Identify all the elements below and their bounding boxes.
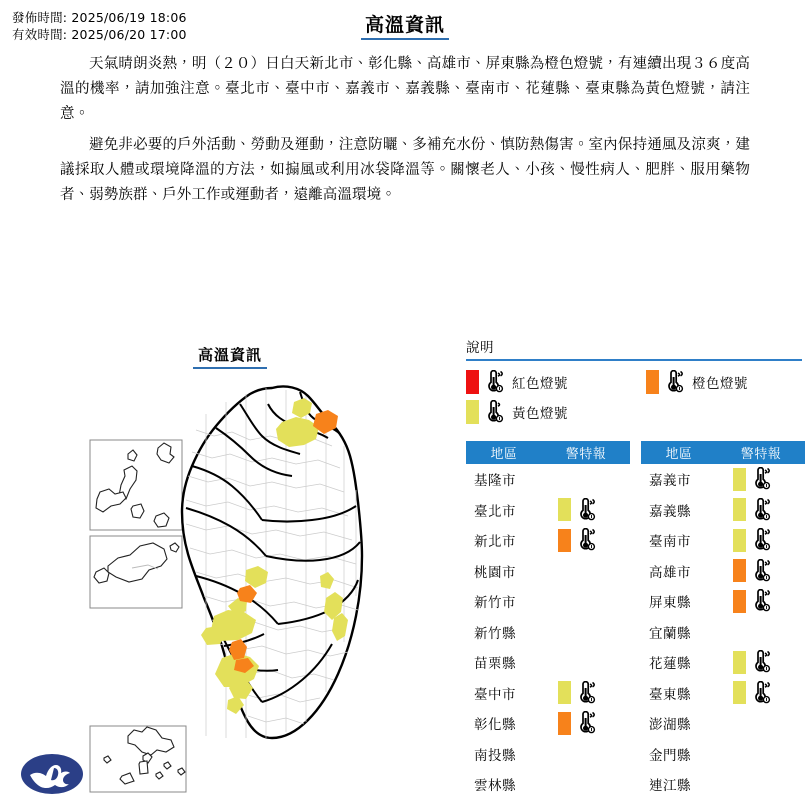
legend-row-2 <box>466 397 806 427</box>
region-table-right <box>641 441 805 800</box>
swatch-orange <box>646 370 659 394</box>
region-name: 高雄市 <box>649 564 691 581</box>
column-header-region: 地區 <box>665 447 693 462</box>
table-row <box>466 647 630 678</box>
table-row <box>466 586 630 617</box>
table-row <box>641 525 805 556</box>
table-row <box>641 769 805 800</box>
document-header <box>0 0 810 46</box>
table-row <box>641 708 805 739</box>
legend-divider <box>466 359 802 361</box>
table-row <box>466 525 630 556</box>
swatch-yellow <box>733 468 746 491</box>
swatch-yellow <box>733 651 746 674</box>
region-name: 桃園市 <box>474 564 516 581</box>
advisory-paragraph-1: 天氣晴朗炎熱，明（２０）日白天新北市、彰化縣、高雄市、屏東縣為橙色燈號，有連續出現３６度高溫的機率，請加強注意。臺北市、臺中市、嘉義市、嘉義縣、臺南市、花蓮縣、臺東縣為黃色燈號，請注意。 <box>60 56 750 122</box>
swatch-orange <box>733 590 746 613</box>
table-row <box>641 464 805 495</box>
table-body-left <box>466 464 630 800</box>
region-name: 彰化縣 <box>474 717 516 734</box>
taiwan-coastline <box>182 386 362 738</box>
table-row <box>466 495 630 526</box>
legend-item-orange <box>646 370 802 394</box>
table-row <box>466 617 630 648</box>
warning-cell <box>542 498 630 522</box>
warning-cell <box>717 528 805 552</box>
swatch-yellow <box>733 529 746 552</box>
map-panel <box>0 330 460 810</box>
swatch-yellow <box>466 400 479 424</box>
swatch-red <box>466 370 479 394</box>
table-row <box>641 647 805 678</box>
warning-cell <box>717 467 805 491</box>
region-name: 新竹縣 <box>474 625 516 642</box>
table-row <box>466 739 630 770</box>
region-name: 基隆市 <box>474 473 516 490</box>
legend-and-table-panel <box>466 336 806 800</box>
taiwan-map <box>0 370 460 800</box>
thermometer-icon <box>749 498 771 522</box>
thermometer-icon <box>574 528 596 552</box>
warning-cell <box>717 498 805 522</box>
legend-label-yellow: 黃色燈號 <box>512 406 568 422</box>
table-row <box>641 739 805 770</box>
table-row <box>641 495 805 526</box>
region-name: 臺中市 <box>474 686 516 703</box>
valid-time-line: 有效時間: 2025/06/20 17:00 <box>12 27 187 42</box>
table-row <box>641 556 805 587</box>
table-row <box>466 678 630 709</box>
column-header-region: 地區 <box>490 447 518 462</box>
thermometer-icon <box>574 681 596 705</box>
region-name: 澎湖縣 <box>649 717 691 734</box>
table-row <box>466 769 630 800</box>
advisory-text <box>60 52 750 214</box>
thermometer-icon <box>749 650 771 674</box>
region-name: 新竹市 <box>474 595 516 612</box>
legend-item-red <box>466 370 646 394</box>
table-row <box>466 556 630 587</box>
thermometer-icon <box>749 528 771 552</box>
advisory-paragraph-2: 避免非必要的戶外活動、勞動及運動，注意防曬、多補充水份、慎防熱傷害。室內保持通風及涼爽，建議採取人體或環境降溫的方法，如搧風或利用冰袋降溫等。關懷老人、小孩、慢性病人、肥胖、服用藥物者、弱勢族群、戶外工作或運動者，遠離高溫環境。 <box>60 137 750 203</box>
region-name: 屏東縣 <box>649 595 691 612</box>
thermometer-icon <box>749 467 771 491</box>
table-row <box>641 586 805 617</box>
thermometer-icon <box>574 498 596 522</box>
map-title-text: 高溫資訊 <box>193 346 267 369</box>
warning-cell <box>542 528 630 552</box>
region-name: 花蓮縣 <box>649 656 691 673</box>
warning-cell <box>717 559 805 583</box>
region-name: 南投縣 <box>474 747 516 764</box>
table-header-right <box>641 441 805 464</box>
region-name: 連江縣 <box>649 778 691 795</box>
region-warning-tables <box>466 441 806 800</box>
warning-cell <box>717 589 805 613</box>
table-row <box>641 617 805 648</box>
table-header-left <box>466 441 630 464</box>
column-header-warning: 警特報 <box>740 447 782 462</box>
swatch-yellow <box>733 498 746 521</box>
page-title-text: 高溫資訊 <box>361 14 449 40</box>
region-name: 宜蘭縣 <box>649 625 691 642</box>
region-name: 嘉義市 <box>649 473 691 490</box>
region-name: 臺北市 <box>474 503 516 520</box>
swatch-orange <box>558 529 571 552</box>
thermometer-icon <box>749 589 771 613</box>
thermometer-icon <box>482 400 504 424</box>
warning-cell <box>542 711 630 735</box>
swatch-orange <box>733 559 746 582</box>
table-row <box>466 708 630 739</box>
warning-cell <box>542 681 630 705</box>
swatch-yellow <box>558 681 571 704</box>
page-title <box>0 10 810 37</box>
warning-cell <box>717 681 805 705</box>
table-row <box>641 678 805 709</box>
swatch-orange <box>558 712 571 735</box>
region-name: 苗栗縣 <box>474 656 516 673</box>
region-name: 新北市 <box>474 534 516 551</box>
region-name: 金門縣 <box>649 747 691 764</box>
legend-label-red: 紅色燈號 <box>512 376 568 392</box>
thermometer-icon <box>574 711 596 735</box>
thermometer-icon <box>662 370 684 394</box>
column-header-warning: 警特報 <box>565 447 607 462</box>
region-name: 雲林縣 <box>474 778 516 795</box>
region-name: 嘉義縣 <box>649 503 691 520</box>
map-title <box>0 344 460 365</box>
swatch-yellow <box>558 498 571 521</box>
region-table-left <box>466 441 630 800</box>
cwa-logo <box>20 752 84 796</box>
legend-label-orange: 橙色燈號 <box>692 376 748 392</box>
thermometer-icon <box>749 681 771 705</box>
table-row <box>466 464 630 495</box>
legend-heading: 說明 <box>466 340 494 356</box>
thermometer-icon <box>482 370 504 394</box>
swatch-yellow <box>733 681 746 704</box>
issue-time-line: 發佈時間: 2025/06/19 18:06 <box>12 10 187 25</box>
thermometer-icon <box>749 559 771 583</box>
legend-item-yellow <box>466 400 646 424</box>
warning-cell <box>717 650 805 674</box>
legend-row-1 <box>466 367 806 397</box>
region-name: 臺東縣 <box>649 686 691 703</box>
region-name: 臺南市 <box>649 534 691 551</box>
table-body-right <box>641 464 805 800</box>
